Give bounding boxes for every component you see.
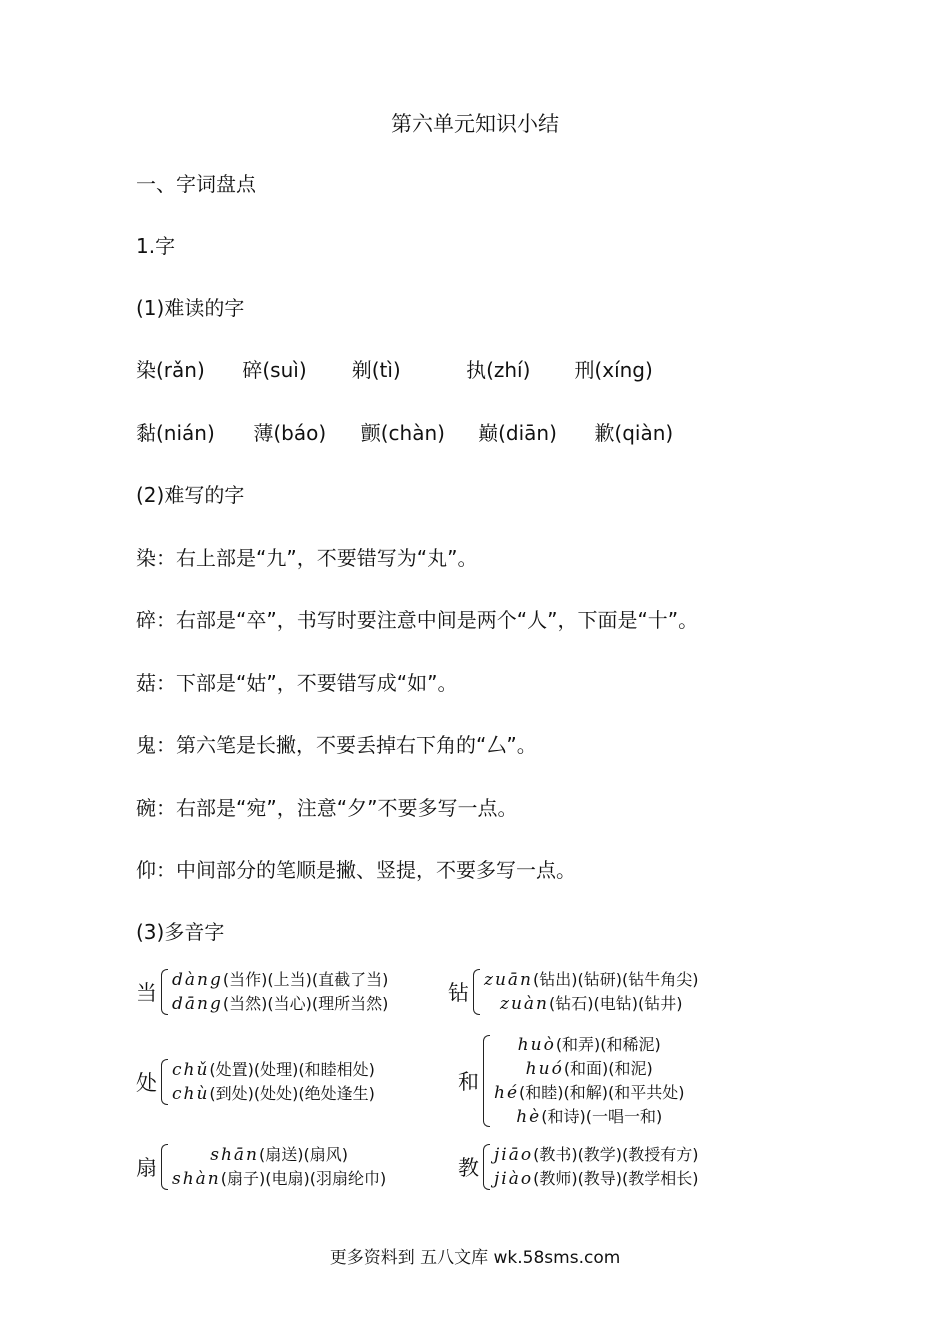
reading-item: 黏(nián)	[136, 421, 215, 445]
footer-source-text: 更多资料到 五八文库 wk.58sms.com	[329, 1248, 621, 1268]
reading-item: 颤(chàn)	[360, 421, 445, 445]
brace	[473, 969, 480, 1015]
reading-item: 刑(xíng)	[574, 358, 653, 382]
polyphone-heading: (3)多音字	[136, 920, 225, 944]
polyphone-reading: dāng(当然)(当心)(理所当然)	[172, 994, 389, 1014]
polyphone-entry	[136, 1143, 386, 1191]
brace	[483, 1035, 490, 1127]
polyphone-reading: chù(到处)(处处)(绝处逢生)	[172, 1084, 375, 1104]
polyphone-entry	[448, 968, 698, 1016]
polyphone-char: 当	[136, 981, 157, 1005]
hard-read-row-1	[136, 357, 653, 383]
polyphone-reading: shān(扇送)(扇风)	[210, 1145, 348, 1165]
page-title: 第六单元知识小结	[391, 112, 559, 136]
section-heading-vocabulary: 一、字词盘点	[136, 172, 256, 196]
hard-read-row-2	[136, 420, 673, 446]
polyphone-entry	[136, 968, 388, 1016]
reading-item: 歉(qiàn)	[594, 421, 674, 445]
brace	[483, 1144, 490, 1190]
hard-write-heading: (2)难写的字	[136, 483, 245, 507]
polyphone-reading: jiào(教师)(教导)(教学相长)	[494, 1169, 699, 1189]
brace	[161, 1059, 168, 1105]
polyphone-reading: hé(和睦)(和解)(和平共处)	[494, 1083, 685, 1103]
hard-write-line: 碗：右部是“宛”，注意“夕”不要多写一点。	[136, 796, 518, 820]
polyphone-char: 处	[136, 1071, 157, 1095]
reading-item: 薄(báo)	[253, 421, 327, 445]
hard-write-line: 鬼：第六笔是长撇，不要丢掉右下角的“厶”。	[136, 733, 537, 757]
brace	[161, 969, 168, 1015]
polyphone-reading: huò(和弄)(和稀泥)	[517, 1035, 661, 1055]
reading-item: 执(zhí)	[466, 358, 531, 382]
hard-write-line: 仰：中间部分的笔顺是撇、竖提，不要多写一点。	[136, 858, 576, 882]
polyphone-char: 和	[458, 1070, 479, 1094]
polyphone-char: 扇	[136, 1156, 157, 1180]
polyphone-reading: jiāo(教书)(教学)(教授有方)	[494, 1145, 699, 1165]
hard-write-line: 碎：右部是“卒”，书写时要注意中间是两个“人”，下面是“十”。	[136, 608, 699, 632]
polyphone-reading: chǔ(处置)(处理)(和睦相处)	[172, 1060, 375, 1080]
polyphone-entry	[136, 1058, 375, 1106]
polyphone-entry	[458, 1033, 684, 1129]
reading-item: 巅(diān)	[478, 421, 557, 445]
subsection-heading-characters: 1.字	[136, 234, 176, 258]
reading-item: 碎(suì)	[242, 358, 307, 382]
brace	[161, 1144, 168, 1190]
reading-item: 剃(tì)	[351, 358, 401, 382]
reading-item: 染(rǎn)	[136, 358, 205, 382]
polyphone-entry	[458, 1143, 699, 1191]
polyphone-reading: zuàn(钻石)(电钻)(钻井)	[500, 994, 683, 1014]
hard-read-heading: (1)难读的字	[136, 296, 245, 320]
polyphone-reading: shàn(扇子)(电扇)(羽扇纶巾)	[172, 1169, 387, 1189]
polyphone-char: 教	[458, 1156, 479, 1180]
polyphone-char: 钻	[448, 981, 469, 1005]
hard-write-line: 染：右上部是“九”，不要错写为“丸”。	[136, 546, 478, 570]
polyphone-reading: zuān(钻出)(钻研)(钻牛角尖)	[484, 970, 699, 990]
polyphone-reading: huó(和面)(和泥)	[525, 1059, 653, 1079]
polyphone-reading: hè(和诗)(一唱一和)	[516, 1107, 663, 1127]
polyphone-reading: dàng(当作)(上当)(直截了当)	[172, 970, 389, 990]
hard-write-line: 菇：下部是“姑”，不要错写成“如”。	[136, 671, 458, 695]
